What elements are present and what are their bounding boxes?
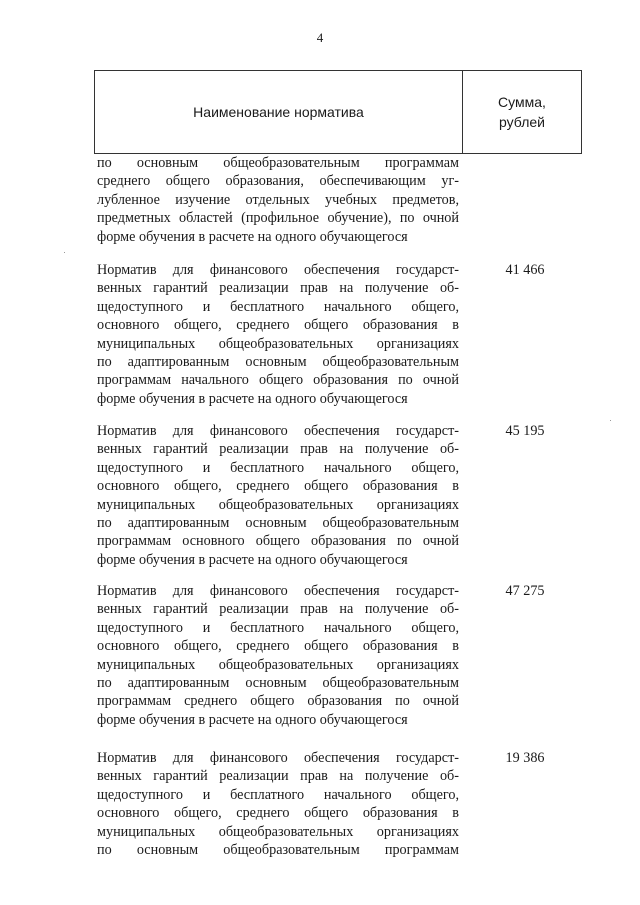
- norm-amount: 19 386: [505, 750, 545, 766]
- text-line: основного общего, среднего общего образования в: [97, 805, 459, 822]
- text-line: по основным общеобразовательным программам: [97, 842, 459, 859]
- text-line: венных гарантий реализации прав на получение об-: [97, 441, 459, 458]
- text-line: по адаптированным основным общеобразовательным: [97, 354, 459, 371]
- norm-row: [97, 261, 459, 408]
- norm-amount: 47 275: [505, 583, 545, 599]
- norm-amount: 41 466: [505, 262, 545, 278]
- text-line: щедоступного и бесплатного начального общего,: [97, 786, 459, 803]
- text-line: Норматив для финансового обеспечения государст-: [97, 583, 459, 599]
- text-line: щедоступного и бесплатного начального общего,: [97, 298, 459, 315]
- table-header: [94, 70, 582, 154]
- norm-amount: 45 195: [505, 423, 545, 439]
- text-line: щедоступного и бесплатного начального общего,: [97, 619, 459, 636]
- text-line: форме обучения в расчете на одного обучающегося: [97, 711, 408, 728]
- column-header-name: Наименование норматива: [95, 71, 463, 153]
- text-line: основного общего, среднего общего образования в: [97, 478, 459, 495]
- text-line: муниципальных общеобразовательных организациях: [97, 656, 459, 673]
- norm-row: [97, 582, 459, 729]
- text-line: программам основного общего образования по очной: [97, 533, 459, 550]
- norm-row: [97, 749, 459, 859]
- text-line: лубленное изучение отдельных учебных предметов,: [97, 191, 459, 208]
- text-line: форме обучения в расчете на одного обучающегося: [97, 551, 408, 568]
- text-line: программам среднего общего образования по очной: [97, 693, 459, 710]
- text-line: по адаптированным основным общеобразовательным: [97, 675, 459, 692]
- column-header-sum: Сумма, рублей: [498, 94, 546, 130]
- text-line: основного общего, среднего общего образования в: [97, 638, 459, 655]
- text-line: по основным общеобразовательным программам: [97, 155, 459, 171]
- text-line: венных гарантий реализации прав на получение об-: [97, 280, 459, 297]
- text-line: муниципальных общеобразовательных организациях: [97, 335, 459, 352]
- text-line: основного общего, среднего общего образования в: [97, 317, 459, 334]
- text-line: программам начального общего образования по очной: [97, 372, 459, 389]
- text-line: форме обучения в расчете на одного обучающегося: [97, 228, 408, 245]
- text-line: венных гарантий реализации прав на получение об-: [97, 601, 459, 618]
- text-line: Норматив для финансового обеспечения государст-: [97, 262, 459, 278]
- text-line: по адаптированным основным общеобразовательным: [97, 515, 459, 532]
- text-line: среднего общего образования, обеспечивающим уг-: [97, 173, 459, 190]
- scan-speck: [64, 252, 65, 253]
- text-line: предметных областей (профильное обучение), по очной: [97, 210, 459, 227]
- scan-speck: [610, 420, 611, 421]
- text-line: муниципальных общеобразовательных организациях: [97, 496, 459, 513]
- text-line: венных гарантий реализации прав на получение об-: [97, 768, 459, 785]
- text-line: Норматив для финансового обеспечения государст-: [97, 423, 459, 439]
- text-line: щедоступного и бесплатного начального общего,: [97, 459, 459, 476]
- text-line: форме обучения в расчете на одного обучающегося: [97, 390, 408, 407]
- page-number: 4: [316, 30, 324, 45]
- norm-row: [97, 422, 459, 569]
- norm-row-continuation: [97, 154, 459, 246]
- text-line: муниципальных общеобразовательных организациях: [97, 823, 459, 840]
- text-line: Норматив для финансового обеспечения государст-: [97, 750, 459, 766]
